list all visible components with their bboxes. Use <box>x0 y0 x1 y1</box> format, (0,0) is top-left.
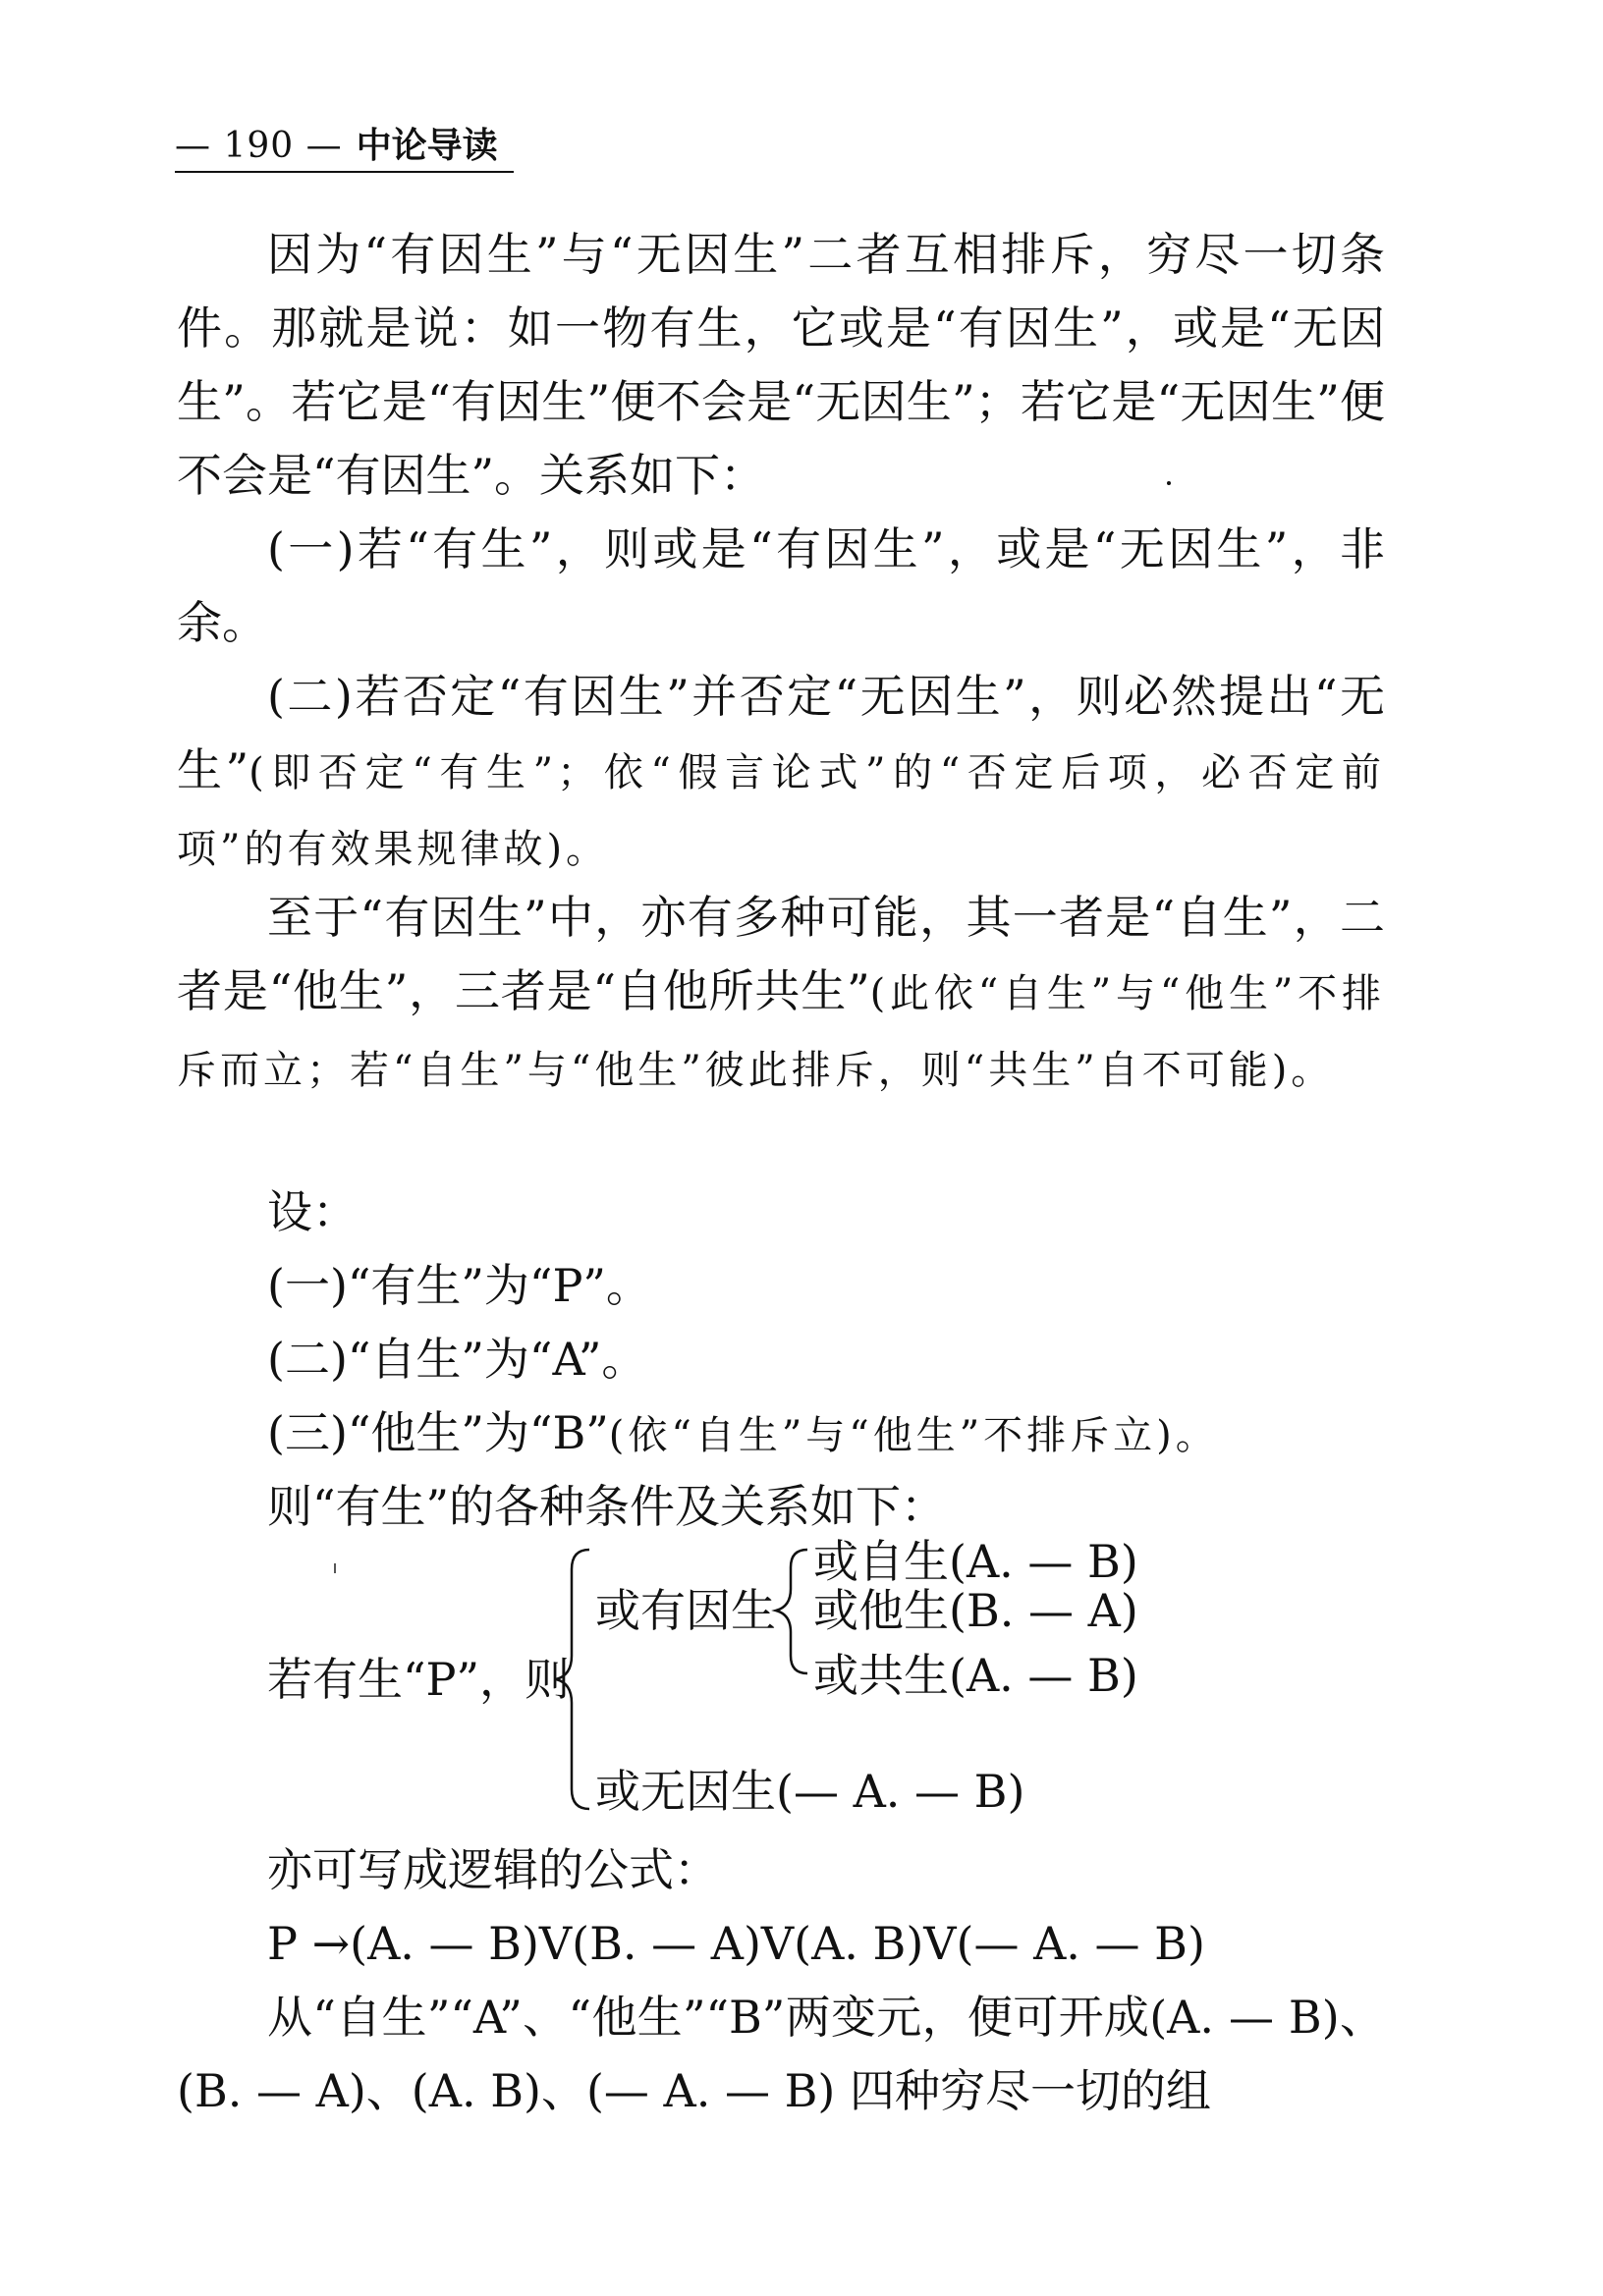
running-header <box>175 126 514 173</box>
formula-intro: 亦可写成逻辑的公式： <box>267 1843 719 1896</box>
paragraph-last: 从“自生”“A”、“他生”“B”两变元，便可开成(A. — B)、(B. — A)、(A. B)、(— A. — B) 四种穷尽一切的组 <box>177 1991 1385 2117</box>
paragraph-2: (一)若“有生”，则或是“有因生”，或是“无因生”，非余。 <box>177 522 1385 649</box>
paragraph-3 <box>177 660 1385 887</box>
book-title: 中论导读 <box>356 125 498 166</box>
page-number: — 190 — <box>175 126 343 166</box>
paragraph-1: 因为“有因生”与“无因生”二者互相排斥，穷尽一切条件。那就是说：如一物有生，它或是“有因生”，或是“无因生”。若它是“有因生”便不会是“无因生”；若它是“无因生”便不会是“有因生”。关系如下： <box>177 228 1385 502</box>
diagram-root: 若有生“P”，则 <box>267 1653 570 1706</box>
definition-3 <box>267 1396 1219 1473</box>
set-label: 设： <box>267 1185 358 1238</box>
relation-intro: 则“有生”的各种条件及关系如下： <box>267 1480 947 1533</box>
diagram-leaf-joint: 或共生(A. — B) <box>813 1649 1138 1702</box>
definition-2: (二)“自生”为“A”。 <box>267 1333 647 1386</box>
stray-dot <box>1167 481 1171 485</box>
inner-brace <box>776 1550 807 1673</box>
diagram-branch-caused: 或有因生 <box>595 1584 776 1637</box>
paragraph-3-note: (即否定“有生”；依“假言论式”的“否定后项，必否定前项”的有效果规律故)。 <box>177 750 1385 872</box>
definition-3-note: (依“自生”与“他生”不排斥立)。 <box>608 1413 1219 1458</box>
definition-1: (一)“有生”为“P”。 <box>267 1259 651 1312</box>
paragraph-4 <box>177 881 1385 1108</box>
definition-3-main: (三)“他生”为“B” <box>267 1406 609 1459</box>
paragraph-3-main: (二)若否定“有因生”并否定“无因生”，则必然提出“无生” <box>177 670 1385 796</box>
diagram-branch-uncaused: 或无因生(— A. — B) <box>595 1765 1025 1818</box>
logic-tree-diagram <box>267 1535 1249 1825</box>
diagram-leaf-self: 或自生(A. — B) <box>813 1535 1138 1588</box>
diagram-leaf-other: 或他生(B. — A) <box>813 1584 1138 1637</box>
paragraph-4-note: (此依“自生”与“他生”不排斥而立；若“自生”与“他生”彼此排斥，则“共生”自不可能)。 <box>177 971 1385 1093</box>
paragraph-4-main: 至于“有因生”中，亦有多种可能，其一者是“自生”，二者是“他生”，三者是“自他所共生” <box>177 891 1385 1017</box>
logic-formula: P →(A. — B)V(B. — A)V(A. B)V(— A. — B) <box>267 1917 1205 1970</box>
